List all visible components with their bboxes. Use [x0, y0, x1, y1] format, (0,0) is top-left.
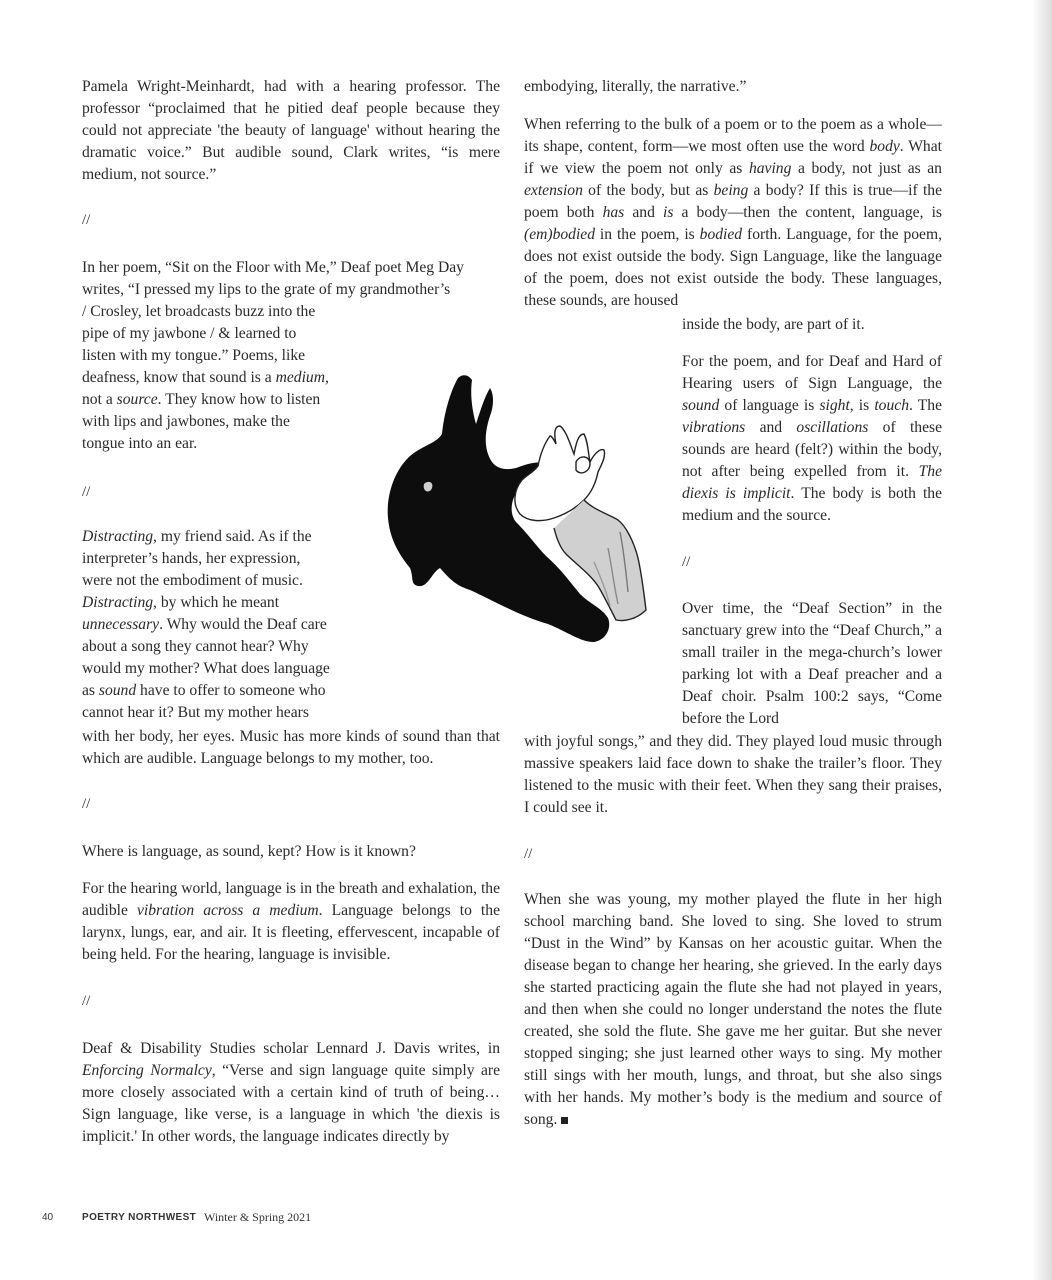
page-edge-shadow: [1032, 0, 1052, 1280]
section-divider: //: [82, 212, 91, 228]
left-paragraph-6: Deaf & Disability Studies scholar Lennard J. Davis writes, in Enforcing Normalcy, “Verse and sign language quite simply are more closely associated with a certain kind of truth of being… Sign language, like verse, is a language in which 'the diexis is implicit.' In other words, the language indicates directly by: [82, 1040, 500, 1145]
hand-shadow-illustration: [380, 372, 670, 650]
right-paragraph-2: When referring to the bulk of a poem or to the poem as a whole—its shape, content, form—we most often use the word body. What if we view the poem not only as having a body, not just as an extension of the body, but as being a body? If this is true—if the poem both has and is a body—then the content, language, is (em)bodied in the poem, is bodied forth. Language, for the poem, does not exist outside the body. Sign Language, like the language of the poem, does not exist outside the body. These languages, these sounds, are housed: [524, 116, 942, 309]
issue-label: Winter & Spring 2021: [204, 1210, 312, 1224]
left-paragraph-5: For the hearing world, language is in the breath and exhalation, the audible vibration across a medium. Language belongs to the larynx, lungs, ear, and air. It is fleeting, effervescent, incapable of being held. For the hearing, language is invisible.: [82, 880, 500, 963]
section-divider: //: [524, 846, 533, 862]
section-divider: //: [82, 484, 91, 500]
right-paragraph-4-wide: with joyful songs,” and they did. They played loud music through massive speakers laid face down to shake the trailer’s floor. They listened to the music with their feet. When they sang their praises, I could see it.: [524, 733, 942, 816]
left-paragraph-3-wide: with her body, her eyes. Music has more kinds of sound than that which are audible. Language belongs to my mother, too.: [82, 728, 500, 767]
section-divider: //: [82, 796, 91, 812]
right-paragraph-4-narrow: Over time, the “Deaf Section” in the sanctuary grew into the “Deaf Church,” a small trailer in the mega-church’s lower parking lot with a Deaf preacher and a Deaf choir. Psalm 100:2 says, “Come before the Lord: [682, 600, 942, 727]
section-divider: //: [682, 554, 691, 570]
end-mark-icon: [561, 1117, 568, 1124]
magazine-name: POETRY NORTHWEST: [82, 1212, 197, 1223]
right-paragraph-1: embodying, literally, the narrative.”: [524, 78, 747, 95]
left-paragraph-3-narrow: Distracting, my friend said. As if the interpreter’s hands, her expression, were not the embodiment of music. Distracting, by which he meant unnecessary. Why would the Deaf care about a song they cannot hear? Why would my mother? What does language as sound have to offer to someone who cannot hear it? But my mother hears: [82, 528, 330, 721]
left-paragraph-4: Where is language, as sound, kept? How is it known?: [82, 843, 416, 860]
section-divider: //: [82, 993, 91, 1009]
left-paragraph-1: Pamela Wright-Meinhardt, had with a hearing professor. The professor “proclaimed that he pitied deaf people because they could not appreciate 'the beauty of language' without hearing the dramatic voice.” But audible sound, Clark writes, “is mere medium, not source.”: [82, 78, 500, 183]
left-paragraph-2-narrow: pipe of my jawbone / & learned to listen with my tongue.” Poems, like deafness, know that sound is a medium, not a source. They know how to listen with lips and jawbones, make the tongue into an ear.: [82, 325, 329, 452]
page-number: 40: [42, 1212, 54, 1223]
left-paragraph-2-wide: In her poem, “Sit on the Floor with Me,” Deaf poet Meg Day writes, “I pressed my lips to the grate of my grandmother’s / Crosley, let broadcasts buzz into the: [82, 259, 464, 320]
right-paragraph-3: For the poem, and for Deaf and Hard of Hearing users of Sign Language, the sound of language is sight, is touch. The vibrations and oscillations of these sounds are heard (felt?) within the body, not after being expelled from it. The diexis is implicit. The body is both the medium and the source.: [682, 353, 943, 524]
right-paragraph-2-tail: inside the body, are part of it.: [682, 316, 865, 333]
right-paragraph-5: When she was young, my mother played the flute in her high school marching band. She loved to sing. She loved to strum “Dust in the Wind” by Kansas on her acoustic guitar. When the disease began to change her hearing, she grieved. In the early days she started practicing again the flute she had not played in years, and then when she could no longer understand the notes the flute created, she sold the flute. She gave me her guitar. But she never stopped singing; she just learned other ways to sing. My mother still sings with her mouth, lungs, and throat, but she also sings with her hands. My mother’s body is the medium and source of song.: [524, 891, 942, 1128]
